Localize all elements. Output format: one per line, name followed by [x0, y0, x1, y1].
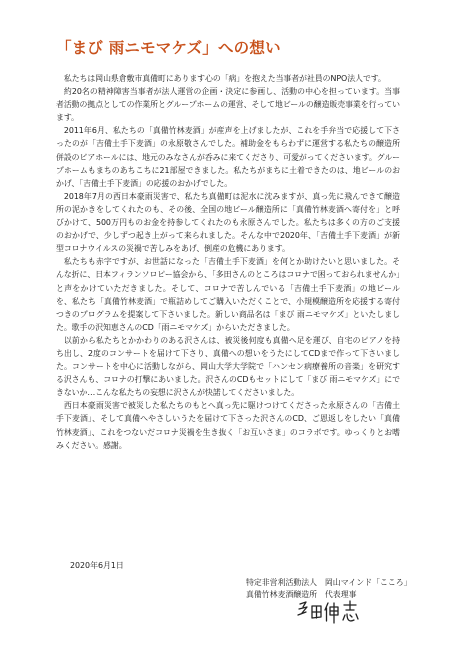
paragraph-5: 私たちも赤字ですが、お世話になった「吉備土手下麦酒」を何とか助けたいと思いました。そんな折に、日本フィランソロピー協会から、「多田さんのところはコロナで困っておられませんか」と声をかけていただきました。そして、コロナで苦しんでいる「吉備土手下麦酒」の地ビールを、私たち「真備竹林麦酒」で瓶詰めしてご購入いただくことで、小規模醸造所を応援する寄付つきのプログラムを提案して下さいました。新しい商品名は「まび 雨ニモマケズ」といたしました。歌手の沢知恵さんのCD「雨ニモマケズ」からいただきました。	[56, 257, 400, 332]
paragraph-6: 以前から私たちとかかわりのある沢さんは、被災後何度も真備へ足を運び、自宅のピアノを持ち出し、2度のコンサートを届けて下さり、真備への想いをうたにしてCDまで作って下さいました。コンサートを中心に活動しながら、岡山大学大学院で「ハンセン病療養所の音楽」を研究する沢さんも、コロナの打撃にあいました。沢さんのCDもセットにして「まび 雨ニモマケズ」にできないか…こんな私たちの妄想に沢さんが快諾してくださいました。	[56, 335, 400, 398]
paragraph-1: 私たちは岡山県倉敷市真備町にあります心の「病」を抱えた当事者が社員のNPO法人です。	[63, 74, 386, 83]
paragraph-3: 2011年6月、私たちの「真備竹林麦酒」が産声を上げましたが、これを手弁当で応援して下さったのが「吉備土手下麦酒」の永原敬さんでした。補助金をもらわずに運営する私たちの醸造所併設のビアホールには、地元のみなさんが呑みに来てくださり、可愛がってくださいます。グループホームもまちのあちこちに21部屋できました。私たちがまちに土着できたのは、地ビールのおかげ、「吉備土手下麦酒」の応援のおかげでした。	[56, 126, 400, 188]
letter-body	[56, 72, 400, 452]
paragraph-7: 西日本豪雨災害で被災した私たちのもとへ真っ先に駆けつけてくださった永原さんの「吉備土手下麦酒」、そして真備へやさしいうたを届けて下さった沢さんのCD、ご恩返しをしたい「真備竹林麦酒」、これをつないだコロナ災禍を生き抜く「お互いさま」のコラボです。ゆっくりとお嗜みください。感謝。	[56, 401, 400, 450]
handwritten-signature	[294, 598, 364, 626]
paragraph-4: 2018年7月の西日本豪雨災害で、私たち真備町は泥水に沈みますが、真っ先に飛んできて醸造所の泥かきをしてくれたのも、その後、全国の地ビール醸造所に「真備竹林麦酒へ寄付を」と呼びかけて、500万円ものお金を持参してくれたのも永原さんでした。私たちは多くの方のご支援のおかげで、少しずつ起き上がって来られました。そんな中で2020年、「吉備土手下麦酒」が新型コロナウイルスの災禍で苦しみをあげ、倒産の危機にあります。	[56, 191, 400, 254]
page-title: 「まび 雨ニモマケズ」への想い	[56, 39, 281, 57]
letter-date: 2020年6月1日	[70, 561, 124, 570]
paragraph-2: 約20名の精神障害当事者が法人運営の企画・決定に参画し、活動の中心を担っています。当事者活動の拠点としての作業所とグループホームの運営、そして地ビールの醸造販売事業を行っています。	[56, 87, 400, 123]
representative-title: 真備竹林麦酒醸造所 代表理事	[246, 590, 357, 599]
organization-name: 特定非営利活動法人 岡山マインド「こころ」	[246, 578, 412, 587]
